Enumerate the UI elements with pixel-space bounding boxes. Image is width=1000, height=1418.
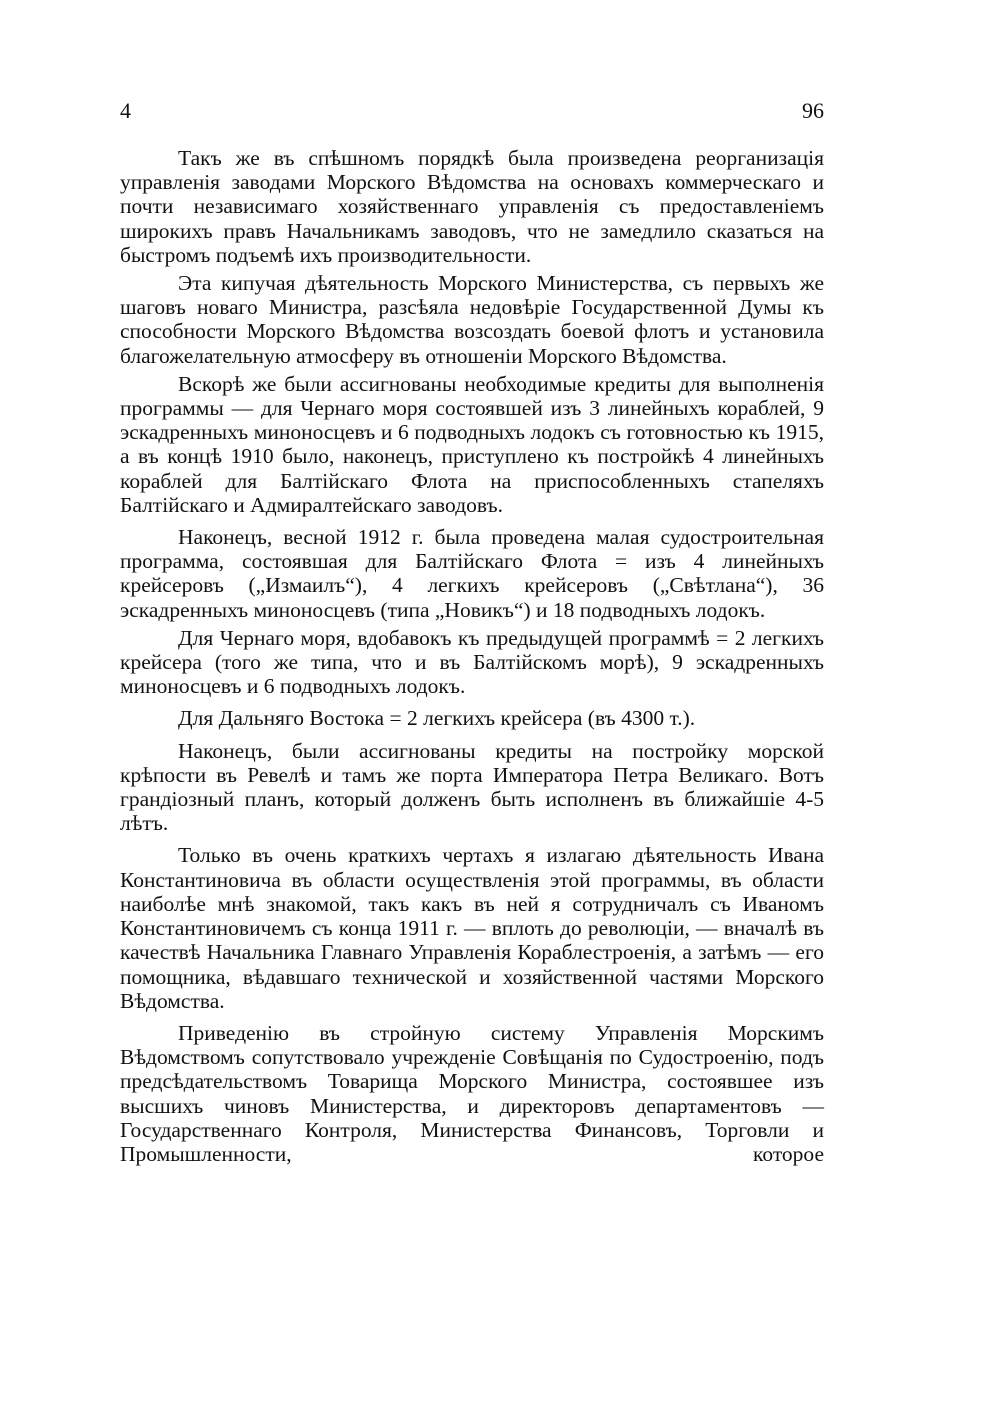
paragraph: Вскорѣ же были ассигнованы необходимые кредиты для выполненія программы — для Чернаго моря состоявшей изъ 3 линейныхъ кораблей, 9 эскадренныхъ миноносцевъ и 6 подводныхъ лодокъ съ готовностью къ 1915, а въ концѣ 1910 было, наконецъ, приступлено къ постройкѣ 4 линейныхъ кораблей для Балтійскаго Флота на приспособленныхъ стапеляхъ Балтійскаго и Адмиралтейскаго заводовъ. <box>120 371 824 517</box>
paragraph: Такъ же въ спѣшномъ порядкѣ была произведена реорганизація управленія заводами Морского Вѣдомства на основахъ коммерческаго и почти независимаго хозяйственнаго управленія съ предоставленіемъ широкихъ правъ Начальникамъ заводовъ, что не замедлило сказаться на быстромъ подъемѣ ихъ производительности. <box>120 146 824 267</box>
paragraph: Для Чернаго моря, вдобавокъ къ предыдущей программѣ = 2 легкихъ крейсера (того же типа, что и въ Балтійскомъ морѣ), 9 эскадренныхъ миноносцевъ и 6 подводныхъ лодокъ. <box>120 625 824 699</box>
page-number-left: 4 <box>120 98 131 123</box>
paragraph: Наконецъ, весной 1912 г. была проведена малая судостроительная программа, состоявшая для Балтійскаго Флота = изъ 4 линейныхъ крейсеровъ („Измаилъ“), 4 легкихъ крейсеровъ („Свѣтлана“), 36 эскадренныхъ миноносцевъ (типа „Новикъ“) и 18 подводныхъ лодокъ. <box>120 525 824 622</box>
paragraph: Для Дальняго Востока = 2 легкихъ крейсера (въ 4300 т.). <box>178 706 696 731</box>
page-number-right: 96 <box>802 98 824 123</box>
paragraph: Только въ очень краткихъ чертахъ я излагаю дѣятельность Ивана Константиновича въ области осуществленія этой программы, въ области наиболѣе мнѣ знакомой, такъ какъ въ ней я сотрудничалъ съ Иваномъ Константиновичемъ съ конца 1911 г. — вплоть до революціи, — вначалѣ въ качествѣ Начальника Главнаго Управленія Кораблестроенія, а затѣмъ — его помощника, вѣдавшаго технической и хозяйственной частями Морского Вѣдомства. <box>120 843 824 1013</box>
paragraph: Эта кипучая дѣятельность Морского Министерства, съ первыхъ же шаговъ новаго Министра, разсѣяла недовѣріе Государственной Думы къ способности Морского Вѣдомства возсоздать боевой флотъ и установила благожелательную атмосферу въ отношеніи Морского Вѣдомства. <box>120 271 824 368</box>
paragraph: Приведенію въ стройную систему Управленія Морскимъ Вѣдомствомъ сопутствовало учрежденіе Совѣщанія по Судостроенію, подъ предсѣдательствомъ Товарища Морского Министра, состоявшее изъ высшихъ чиновъ Министерства, и директоровъ департаментовъ — Государственнаго Контроля, Министерства Финансовъ, Торговли и Промышленности, которое <box>120 1020 824 1166</box>
paragraph: Наконецъ, были ассигнованы кредиты на постройку морской крѣпости въ Ревелѣ и тамъ же порта Императора Петра Великаго. Вотъ грандіозный планъ, который долженъ быть исполненъ въ ближайшіе 4-5 лѣтъ. <box>120 738 824 836</box>
body-text <box>120 146 824 1170</box>
